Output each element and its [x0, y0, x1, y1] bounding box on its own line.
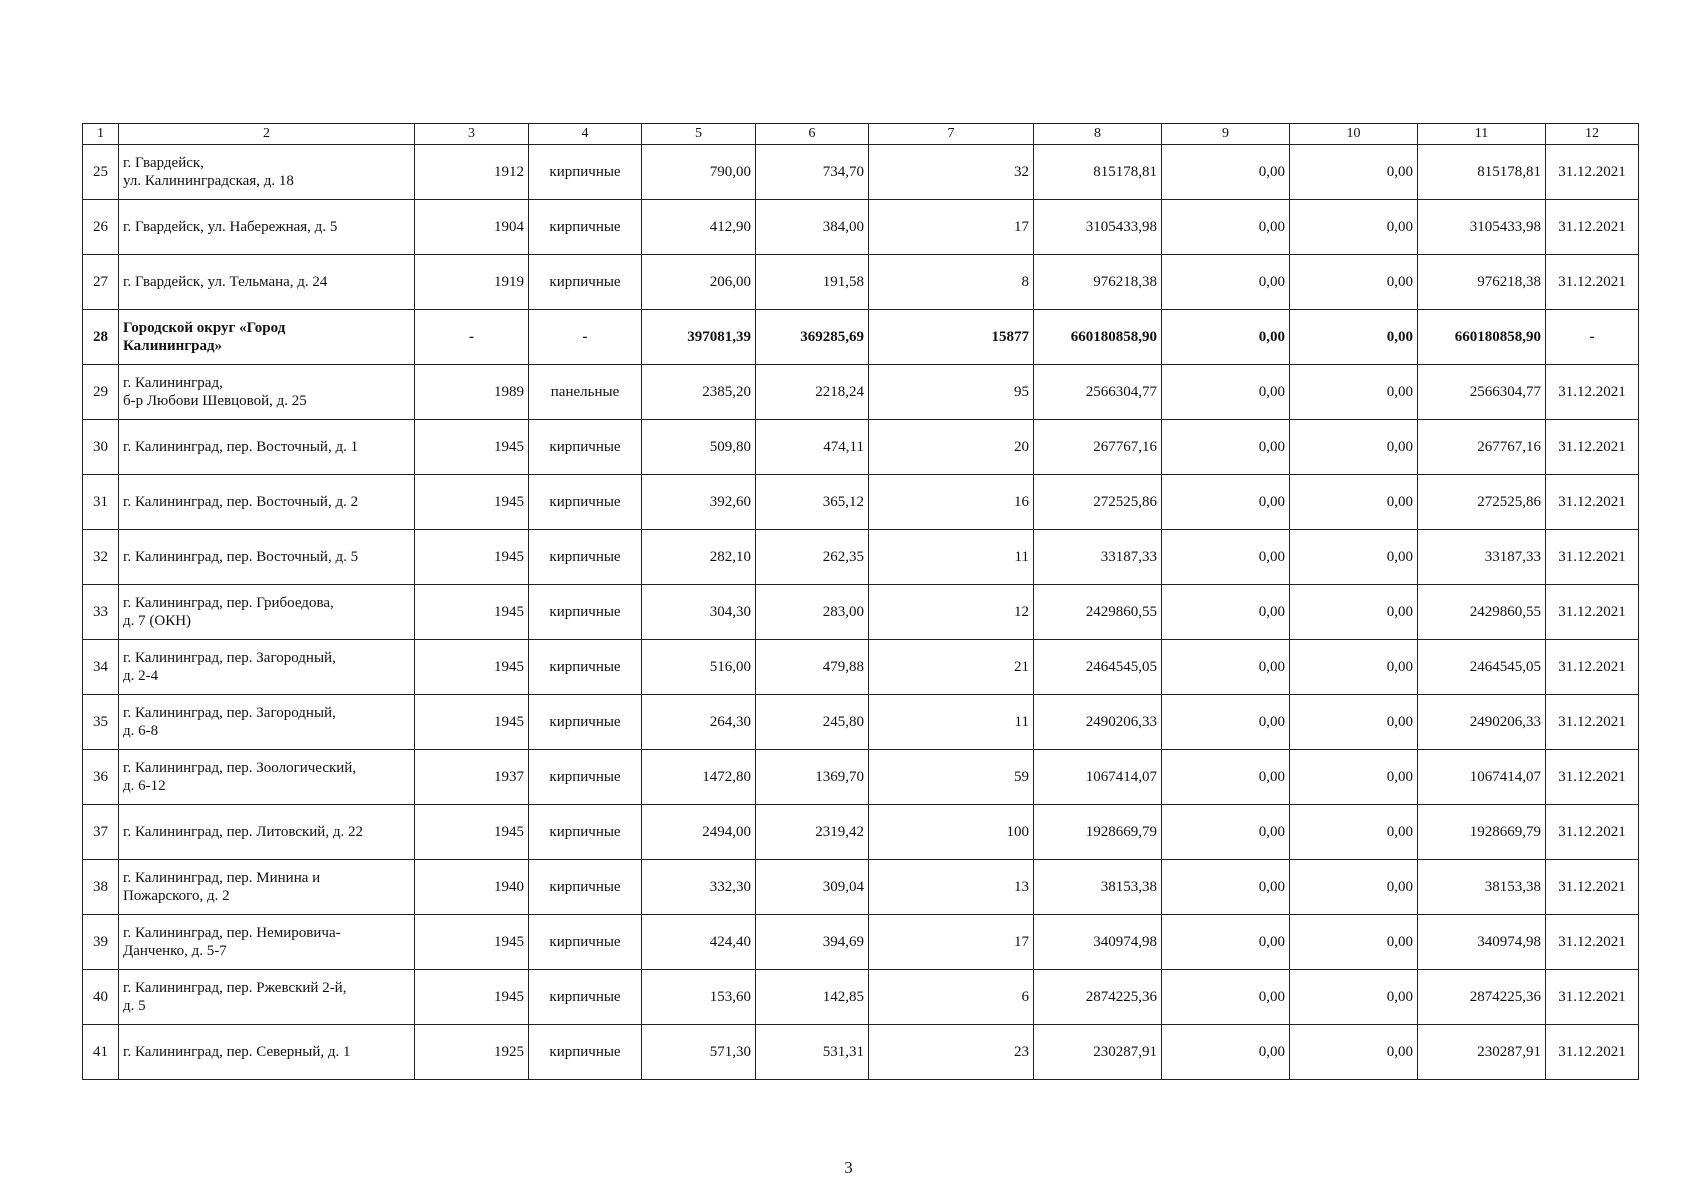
col11-cell: 2566304,77 — [1418, 365, 1546, 420]
col8-cell: 2490206,33 — [1034, 695, 1162, 750]
page-number: 3 — [844, 1158, 853, 1177]
date-cell: 31.12.2021 — [1546, 200, 1639, 255]
date-cell: 31.12.2021 — [1546, 915, 1639, 970]
col10-cell: 0,00 — [1290, 640, 1418, 695]
col9-cell: 0,00 — [1162, 970, 1290, 1025]
year-built-cell: 1937 — [415, 750, 529, 805]
col5-cell: 392,60 — [642, 475, 756, 530]
col8-cell: 1067414,07 — [1034, 750, 1162, 805]
col7-cell: 8 — [869, 255, 1034, 310]
col5-cell: 2385,20 — [642, 365, 756, 420]
col5-cell: 206,00 — [642, 255, 756, 310]
col10-cell: 0,00 — [1290, 1025, 1418, 1080]
col7-cell: 11 — [869, 695, 1034, 750]
year-built-cell: 1989 — [415, 365, 529, 420]
col11-cell: 976218,38 — [1418, 255, 1546, 310]
col10-cell: 0,00 — [1290, 255, 1418, 310]
table-row — [83, 1025, 1639, 1080]
address-cell: г. Калининград, пер. Минина и Пожарского, д. 2 — [119, 860, 415, 915]
col9-cell: 0,00 — [1162, 915, 1290, 970]
header-cell: 3 — [415, 124, 529, 145]
wall-material-cell: - — [529, 310, 642, 365]
col6-cell: 474,11 — [756, 420, 869, 475]
col7-cell: 23 — [869, 1025, 1034, 1080]
col7-cell: 11 — [869, 530, 1034, 585]
row-number-cell: 39 — [83, 915, 119, 970]
col5-cell: 790,00 — [642, 145, 756, 200]
col7-cell: 100 — [869, 805, 1034, 860]
col8-cell: 230287,91 — [1034, 1025, 1162, 1080]
row-number-cell: 31 — [83, 475, 119, 530]
col9-cell: 0,00 — [1162, 530, 1290, 585]
col5-cell: 282,10 — [642, 530, 756, 585]
date-cell: 31.12.2021 — [1546, 640, 1639, 695]
row-number-cell: 35 — [83, 695, 119, 750]
row-number-cell: 32 — [83, 530, 119, 585]
col8-cell: 1928669,79 — [1034, 805, 1162, 860]
address-cell: г. Калининград, пер. Восточный, д. 2 — [119, 475, 415, 530]
wall-material-cell: кирпичные — [529, 255, 642, 310]
col5-cell: 332,30 — [642, 860, 756, 915]
col8-cell: 2429860,55 — [1034, 585, 1162, 640]
table-row — [83, 750, 1639, 805]
row-number-cell: 34 — [83, 640, 119, 695]
col6-cell: 262,35 — [756, 530, 869, 585]
address-cell: г. Гвардейск, ул. Тельмана, д. 24 — [119, 255, 415, 310]
wall-material-cell: кирпичные — [529, 530, 642, 585]
table-row — [83, 255, 1639, 310]
header-cell: 1 — [83, 124, 119, 145]
document-page — [82, 123, 1638, 1080]
row-number-cell: 27 — [83, 255, 119, 310]
table-row — [83, 530, 1639, 585]
col11-cell: 272525,86 — [1418, 475, 1546, 530]
col11-cell: 33187,33 — [1418, 530, 1546, 585]
col7-cell: 95 — [869, 365, 1034, 420]
col5-cell: 397081,39 — [642, 310, 756, 365]
col10-cell: 0,00 — [1290, 365, 1418, 420]
row-number-cell: 28 — [83, 310, 119, 365]
col10-cell: 0,00 — [1290, 310, 1418, 365]
wall-material-cell: кирпичные — [529, 1025, 642, 1080]
col7-cell: 20 — [869, 420, 1034, 475]
col5-cell: 264,30 — [642, 695, 756, 750]
col11-cell: 3105433,98 — [1418, 200, 1546, 255]
col9-cell: 0,00 — [1162, 640, 1290, 695]
col10-cell: 0,00 — [1290, 530, 1418, 585]
table-row — [83, 805, 1639, 860]
col6-cell: 309,04 — [756, 860, 869, 915]
row-number-cell: 29 — [83, 365, 119, 420]
col6-cell: 369285,69 — [756, 310, 869, 365]
header-cell: 10 — [1290, 124, 1418, 145]
col9-cell: 0,00 — [1162, 310, 1290, 365]
year-built-cell: 1945 — [415, 695, 529, 750]
address-cell: г. Гвардейск, ул. Калининградская, д. 18 — [119, 145, 415, 200]
date-cell: 31.12.2021 — [1546, 695, 1639, 750]
col9-cell: 0,00 — [1162, 1025, 1290, 1080]
col6-cell: 2319,42 — [756, 805, 869, 860]
col9-cell: 0,00 — [1162, 255, 1290, 310]
wall-material-cell: кирпичные — [529, 750, 642, 805]
wall-material-cell: кирпичные — [529, 145, 642, 200]
col10-cell: 0,00 — [1290, 860, 1418, 915]
date-cell: 31.12.2021 — [1546, 530, 1639, 585]
col6-cell: 365,12 — [756, 475, 869, 530]
address-cell: г. Гвардейск, ул. Набережная, д. 5 — [119, 200, 415, 255]
col11-cell: 2874225,36 — [1418, 970, 1546, 1025]
col8-cell: 340974,98 — [1034, 915, 1162, 970]
table-row — [83, 915, 1639, 970]
address-cell: г. Калининград, б-р Любови Шевцовой, д. 25 — [119, 365, 415, 420]
year-built-cell: - — [415, 310, 529, 365]
address-cell: г. Калининград, пер. Ржевский 2-й, д. 5 — [119, 970, 415, 1025]
col6-cell: 479,88 — [756, 640, 869, 695]
col8-cell: 660180858,90 — [1034, 310, 1162, 365]
table-row — [83, 365, 1639, 420]
col8-cell: 2464545,05 — [1034, 640, 1162, 695]
row-number-cell: 25 — [83, 145, 119, 200]
col11-cell: 2429860,55 — [1418, 585, 1546, 640]
col6-cell: 734,70 — [756, 145, 869, 200]
col6-cell: 531,31 — [756, 1025, 869, 1080]
year-built-cell: 1945 — [415, 915, 529, 970]
col5-cell: 509,80 — [642, 420, 756, 475]
col5-cell: 304,30 — [642, 585, 756, 640]
row-number-cell: 38 — [83, 860, 119, 915]
header-cell: 6 — [756, 124, 869, 145]
header-cell: 12 — [1546, 124, 1639, 145]
col5-cell: 424,40 — [642, 915, 756, 970]
col8-cell: 815178,81 — [1034, 145, 1162, 200]
col10-cell: 0,00 — [1290, 915, 1418, 970]
year-built-cell: 1940 — [415, 860, 529, 915]
date-cell: 31.12.2021 — [1546, 970, 1639, 1025]
col9-cell: 0,00 — [1162, 420, 1290, 475]
col10-cell: 0,00 — [1290, 695, 1418, 750]
table-row — [83, 200, 1639, 255]
col11-cell: 1067414,07 — [1418, 750, 1546, 805]
col10-cell: 0,00 — [1290, 585, 1418, 640]
date-cell: 31.12.2021 — [1546, 420, 1639, 475]
wall-material-cell: кирпичные — [529, 640, 642, 695]
year-built-cell: 1945 — [415, 970, 529, 1025]
address-cell: г. Калининград, пер. Северный, д. 1 — [119, 1025, 415, 1080]
wall-material-cell: панельные — [529, 365, 642, 420]
col7-cell: 59 — [869, 750, 1034, 805]
col11-cell: 267767,16 — [1418, 420, 1546, 475]
col9-cell: 0,00 — [1162, 200, 1290, 255]
date-cell: - — [1546, 310, 1639, 365]
col6-cell: 142,85 — [756, 970, 869, 1025]
table-row — [83, 585, 1639, 640]
col7-cell: 16 — [869, 475, 1034, 530]
table-row — [83, 145, 1639, 200]
wall-material-cell: кирпичные — [529, 915, 642, 970]
col9-cell: 0,00 — [1162, 585, 1290, 640]
col10-cell: 0,00 — [1290, 805, 1418, 860]
row-number-cell: 37 — [83, 805, 119, 860]
col11-cell: 340974,98 — [1418, 915, 1546, 970]
col10-cell: 0,00 — [1290, 475, 1418, 530]
address-cell: г. Калининград, пер. Восточный, д. 1 — [119, 420, 415, 475]
row-number-cell: 33 — [83, 585, 119, 640]
col5-cell: 412,90 — [642, 200, 756, 255]
wall-material-cell: кирпичные — [529, 200, 642, 255]
wall-material-cell: кирпичные — [529, 970, 642, 1025]
address-cell: г. Калининград, пер. Восточный, д. 5 — [119, 530, 415, 585]
col8-cell: 2566304,77 — [1034, 365, 1162, 420]
date-cell: 31.12.2021 — [1546, 860, 1639, 915]
col7-cell: 21 — [869, 640, 1034, 695]
address-cell: Городской округ «Город Калининград» — [119, 310, 415, 365]
header-cell: 11 — [1418, 124, 1546, 145]
address-cell: г. Калининград, пер. Загородный, д. 2-4 — [119, 640, 415, 695]
header-cell: 4 — [529, 124, 642, 145]
header-cell: 8 — [1034, 124, 1162, 145]
col6-cell: 245,80 — [756, 695, 869, 750]
col6-cell: 2218,24 — [756, 365, 869, 420]
table-row — [83, 640, 1639, 695]
col10-cell: 0,00 — [1290, 420, 1418, 475]
col9-cell: 0,00 — [1162, 365, 1290, 420]
column-number-row — [83, 124, 1639, 145]
date-cell: 31.12.2021 — [1546, 750, 1639, 805]
row-number-cell: 40 — [83, 970, 119, 1025]
col5-cell: 571,30 — [642, 1025, 756, 1080]
row-number-cell: 36 — [83, 750, 119, 805]
col6-cell: 283,00 — [756, 585, 869, 640]
wall-material-cell: кирпичные — [529, 860, 642, 915]
year-built-cell: 1919 — [415, 255, 529, 310]
year-built-cell: 1945 — [415, 805, 529, 860]
year-built-cell: 1945 — [415, 640, 529, 695]
row-number-cell: 30 — [83, 420, 119, 475]
col9-cell: 0,00 — [1162, 750, 1290, 805]
col5-cell: 1472,80 — [642, 750, 756, 805]
housing-table — [82, 123, 1639, 1080]
date-cell: 31.12.2021 — [1546, 1025, 1639, 1080]
header-cell: 9 — [1162, 124, 1290, 145]
address-cell: г. Калининград, пер. Литовский, д. 22 — [119, 805, 415, 860]
col6-cell: 191,58 — [756, 255, 869, 310]
col8-cell: 267767,16 — [1034, 420, 1162, 475]
year-built-cell: 1904 — [415, 200, 529, 255]
col9-cell: 0,00 — [1162, 475, 1290, 530]
col11-cell: 2464545,05 — [1418, 640, 1546, 695]
date-cell: 31.12.2021 — [1546, 475, 1639, 530]
col8-cell: 976218,38 — [1034, 255, 1162, 310]
col7-cell: 17 — [869, 200, 1034, 255]
table-row — [83, 860, 1639, 915]
header-cell: 2 — [119, 124, 415, 145]
address-cell: г. Калининград, пер. Немировича- Данченко, д. 5-7 — [119, 915, 415, 970]
col6-cell: 1369,70 — [756, 750, 869, 805]
year-built-cell: 1925 — [415, 1025, 529, 1080]
wall-material-cell: кирпичные — [529, 805, 642, 860]
header-cell: 7 — [869, 124, 1034, 145]
row-number-cell: 41 — [83, 1025, 119, 1080]
col11-cell: 2490206,33 — [1418, 695, 1546, 750]
header-cell: 5 — [642, 124, 756, 145]
col7-cell: 12 — [869, 585, 1034, 640]
col8-cell: 33187,33 — [1034, 530, 1162, 585]
table-row — [83, 420, 1639, 475]
date-cell: 31.12.2021 — [1546, 255, 1639, 310]
year-built-cell: 1945 — [415, 475, 529, 530]
col8-cell: 3105433,98 — [1034, 200, 1162, 255]
col10-cell: 0,00 — [1290, 970, 1418, 1025]
col10-cell: 0,00 — [1290, 145, 1418, 200]
wall-material-cell: кирпичные — [529, 475, 642, 530]
col5-cell: 153,60 — [642, 970, 756, 1025]
col6-cell: 394,69 — [756, 915, 869, 970]
year-built-cell: 1912 — [415, 145, 529, 200]
col9-cell: 0,00 — [1162, 145, 1290, 200]
col8-cell: 272525,86 — [1034, 475, 1162, 530]
col7-cell: 15877 — [869, 310, 1034, 365]
col10-cell: 0,00 — [1290, 750, 1418, 805]
table-row — [83, 475, 1639, 530]
wall-material-cell: кирпичные — [529, 420, 642, 475]
table-row — [83, 970, 1639, 1025]
col11-cell: 815178,81 — [1418, 145, 1546, 200]
col7-cell: 32 — [869, 145, 1034, 200]
col9-cell: 0,00 — [1162, 805, 1290, 860]
col5-cell: 2494,00 — [642, 805, 756, 860]
table-row-total — [83, 310, 1639, 365]
date-cell: 31.12.2021 — [1546, 365, 1639, 420]
date-cell: 31.12.2021 — [1546, 585, 1639, 640]
row-number-cell: 26 — [83, 200, 119, 255]
year-built-cell: 1945 — [415, 420, 529, 475]
col8-cell: 38153,38 — [1034, 860, 1162, 915]
col11-cell: 38153,38 — [1418, 860, 1546, 915]
col6-cell: 384,00 — [756, 200, 869, 255]
col9-cell: 0,00 — [1162, 695, 1290, 750]
date-cell: 31.12.2021 — [1546, 145, 1639, 200]
address-cell: г. Калининград, пер. Загородный, д. 6-8 — [119, 695, 415, 750]
col9-cell: 0,00 — [1162, 860, 1290, 915]
wall-material-cell: кирпичные — [529, 695, 642, 750]
year-built-cell: 1945 — [415, 530, 529, 585]
col7-cell: 13 — [869, 860, 1034, 915]
wall-material-cell: кирпичные — [529, 585, 642, 640]
col7-cell: 17 — [869, 915, 1034, 970]
col8-cell: 2874225,36 — [1034, 970, 1162, 1025]
col11-cell: 660180858,90 — [1418, 310, 1546, 365]
col11-cell: 1928669,79 — [1418, 805, 1546, 860]
col7-cell: 6 — [869, 970, 1034, 1025]
col11-cell: 230287,91 — [1418, 1025, 1546, 1080]
col5-cell: 516,00 — [642, 640, 756, 695]
address-cell: г. Калининград, пер. Грибоедова, д. 7 (ОКН) — [119, 585, 415, 640]
col10-cell: 0,00 — [1290, 200, 1418, 255]
table-row — [83, 695, 1639, 750]
year-built-cell: 1945 — [415, 585, 529, 640]
address-cell: г. Калининград, пер. Зоологический, д. 6-12 — [119, 750, 415, 805]
date-cell: 31.12.2021 — [1546, 805, 1639, 860]
